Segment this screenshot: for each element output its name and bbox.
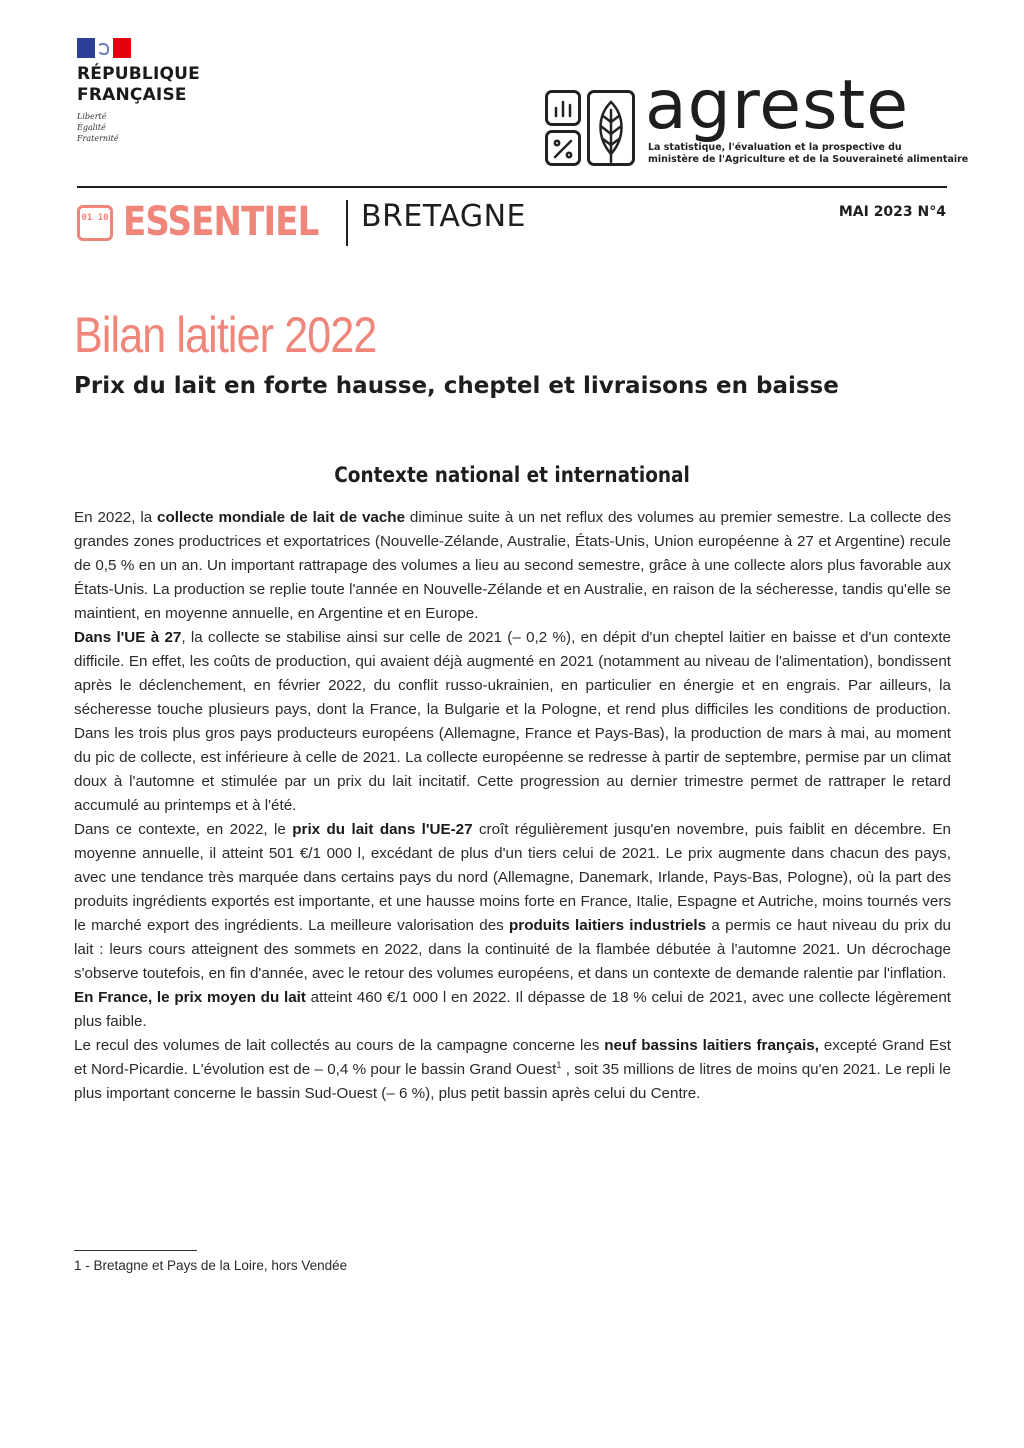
agreste-wordmark: agreste: [645, 66, 910, 145]
republique-francaise-logo: [77, 38, 237, 144]
paragraph-basins: Le recul des volumes de lait collectés au cours de la campagne concerne les neuf bassins laitiers français, excepté Grand Est et Nord-Picardie. L'évolution est de – 0,4 % pour le bassin Grand Ouest$^1$ , soit 35 millions de litres de moins qu'en 2021. Le repli le plus important concerne le bassin Sud-Ouest (– 6 %), plus petit bassin après celui du Centre.: [74, 1037, 951, 1102]
section-heading: Contexte national et international: [334, 463, 690, 487]
agreste-logo: [545, 66, 969, 175]
essentiel-binary-icon: 01 10: [77, 205, 113, 241]
series-label: ESSENTIEL: [123, 199, 319, 245]
region-label: BRETAGNE: [361, 199, 527, 234]
paragraph-eu-price: Dans ce contexte, en 2022, le prix du lait dans l'UE-27 croît régulièrement jusqu'en novembre, puis faiblit en décembre. En moyenne annuelle, il atteint 501 €/1 000 l, excédant de plus d'un tiers celui de 2021. Le prix augmente dans chacun des pays, avec une tendance très marquée dans certains pays du nord (Allemagne, Danemark, Irlande, Pays-Bas, Pologne), où la part des produits ingrédients exportés est importante, et une hausse moins forte en France, Italie, Espagne et Autriche, moins tournés vers le marché export des ingrédients. La meilleure valorisation des produits laitiers industriels a permis ce haut niveau du prix du lait : leurs cours atteignent des sommets en 2022, dans la continuité de la flambée débutée à l'automne 2021. Un décrochage s'observe toutefois, en fin d'année, avec le retour des volumes européens, et dans un contexte de demande ralentie par l'inflation.: [74, 821, 951, 982]
paragraph-france-price: En France, le prix moyen du lait atteint 460 €/1 000 l en 2022. Il dépasse de 18 % celui de 2021, avec une collecte légèrement plus faible.: [74, 989, 951, 1030]
issue-number: MAI 2023 N°4: [838, 204, 946, 220]
header-divider: [77, 186, 947, 188]
page-subtitle: Prix du lait en forte hausse, cheptel et livraisons en baisse: [74, 373, 839, 399]
agreste-tagline: La statistique, l'évaluation et la prospective du ministère de l'Agriculture et de la Souveraineté alimentaire: [648, 142, 969, 165]
paragraph-world-collection: En 2022, la collecte mondiale de lait de vache diminue suite à un net reflux des volumes au premier semestre. La collecte des grandes zones productrices et exportatrices (Nouvelle-Zélande, Australie, États-Unis, Union européenne à 27 et Argentine) recule de 0,5 % en un an. Un important rattrapage des volumes a lieu au second semestre, grâce à une collecte alors plus favorable aux États-Unis. La production se replie toute l'année en Nouvelle-Zélande et en Australie, en raison de la sécheresse, tandis qu'elle se maintient, en moyenne annuelle, en Argentine et en Europe.: [74, 509, 952, 622]
republic-motto: Liberté Égalité Fraternité: [77, 112, 119, 143]
article-body: [74, 506, 951, 1106]
footnote: 1 - Bretagne et Pays de la Loire, hors Vendée: [74, 1258, 348, 1273]
footnote-divider: [74, 1250, 197, 1251]
footnote-reference: 1: [556, 1059, 562, 1070]
band-separator: [346, 200, 348, 246]
republique-francaise-name: RÉPUBLIQUE FRANÇAISE: [77, 64, 200, 105]
page-title: Bilan laitier 2022: [74, 307, 377, 363]
paragraph-eu-collection: Dans l'UE à 27, la collecte se stabilise ainsi sur celle de 2021 (– 0,2 %), en dépit d'un cheptel laitier en baisse et d'un contexte difficile. En effet, les coûts de production, qui avaient déjà augmenté en 2021 (notamment au niveau de l'alimentation), bondissent après le déclenchement, en février 2022, du conflit russo-ukrainien, en particulier en énergie et en engrais. Par ailleurs, la sécheresse touche plusieurs pays, dont la France, la Bulgarie et la Pologne, et rend plus difficiles les conditions de production. Dans les trois plus gros pays producteurs européens (Allemagne, France et Pays-Bas), la production de mars à mai, au moment du pic de collecte, est inférieure à celle de 2021. La collecte européenne se redresse à partir de septembre, permise par un climat doux à l'automne et stimulée par un prix du lait incitatif. Cette progression au dernier trimestre permet de rattraper le retard accumulé au printemps et à l'été.: [74, 629, 951, 814]
agreste-emblem-icon: [545, 86, 637, 166]
marianne-flag-icon: [77, 38, 131, 58]
